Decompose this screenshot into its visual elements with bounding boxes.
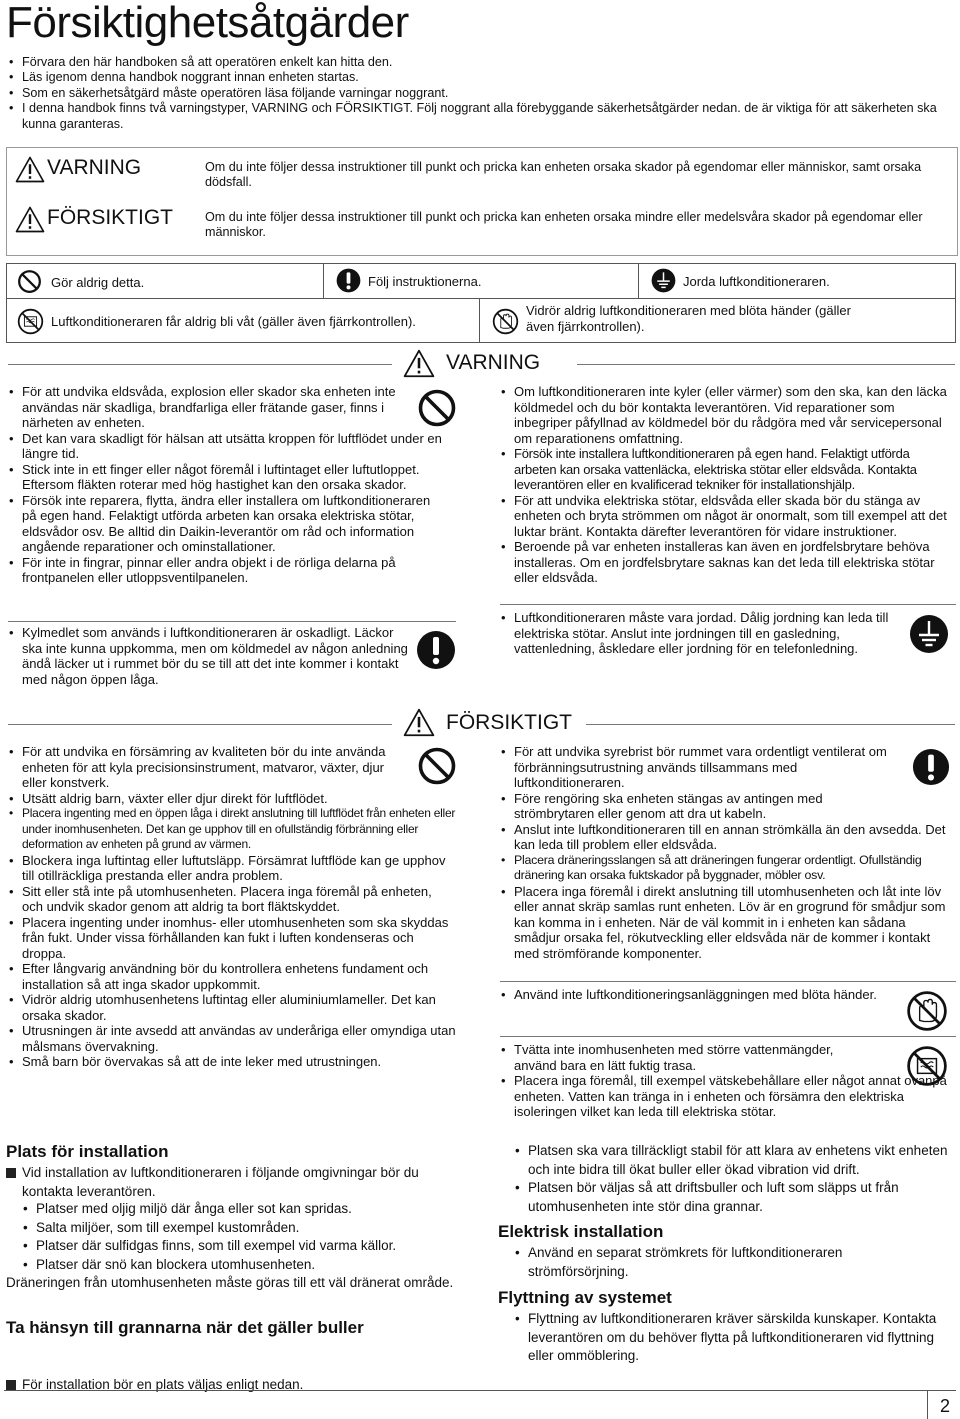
intro-item: • I denna handbok finns två varningstyper, VARNING och FÖRSIKTIGT. Följ noggrant alla förebyggande säkerhetsåtgärder nedan. de är viktiga för att säkerheten ska kunna garanteras.: [8, 101, 956, 132]
varning-description: Om du inte följer dessa instruktioner till punkt och pricka kan enheten orsaka skador på egendomar eller människor, samt orsaka dödsfall.: [205, 160, 922, 190]
list-item: • Anslut inte luftkonditioneraren till en annan strömkälla än den avsedda. Det kan leda till problem eller eldsvåda.: [500, 822, 952, 853]
varning-label: VARNING: [47, 156, 142, 179]
intro-item: • Läs igenom denna handbok noggrant innan enheten startas.: [8, 70, 956, 85]
list-item: • Om luftkonditioneraren inte kyler (eller värmer) som den ska, kan den läcka köldmedel och du bör kontakta leverantören. Vid reparationer som inbegriper påfyllnad av köldmedel bör du rådgöra med vår servicepersonal om reparationens omfattning.: [500, 384, 954, 446]
list-item: • Platser där sulfidgas finns, som till exempel vid varma källor.: [22, 1237, 462, 1256]
varning-left-list: [8, 384, 448, 586]
forsiktigt-label: FÖRSIKTIGT: [47, 206, 173, 229]
footer-rule: [4, 1390, 956, 1391]
mandatory-icon: [336, 268, 361, 293]
ground-icon: [909, 614, 949, 654]
section-rule: [8, 724, 392, 725]
divider: [8, 621, 456, 622]
forsiktigt-right-list-c: [500, 1042, 954, 1120]
list-item: • Använd inte luftkonditioneringsanläggningen med blöta händer.: [500, 987, 890, 1003]
list-item: • Flyttning av luftkonditioneraren kräver särskilda kunskaper. Kontakta leverantören om du behöver flytta på luftkonditioneraren vid flyttning eller ommöblering.: [514, 1310, 954, 1366]
mandatory-icon: [912, 748, 950, 786]
installation-places: [22, 1200, 462, 1274]
footer-divider: [927, 1390, 928, 1419]
page-title: Försiktighetsåtgärder: [6, 0, 409, 47]
no-wet-hands-icon: [906, 990, 948, 1032]
varning-heading: VARNING: [446, 351, 541, 374]
warning-triangle-icon: [403, 708, 435, 737]
electric-title: Elektrisk installation: [498, 1222, 664, 1241]
move-title: Flyttning av systemet: [498, 1288, 672, 1307]
legend-cell: [6, 263, 324, 299]
list-item: • Använd en separat strömkrets för luftkonditioneraren strömförsörjning.: [514, 1244, 844, 1281]
installation-title: Plats för installation: [6, 1142, 169, 1161]
list-item: • Placera dräneringsslangen så att dräneringen fungerar ordentligt. Ofullständig dränering kan orsaka fuktskador på byggnader, möbler osv.: [500, 853, 952, 884]
forsiktigt-heading: FÖRSIKTIGT: [446, 711, 572, 734]
list-item: • Placera inga föremål, till exempel vätskebehållare eller något annat ovanpå enheten. Vatten kan tränga in i enheten och försämra den elektriska isoleringen vilket kan leda till elektriska stötar.: [500, 1073, 954, 1120]
installation-intro: Vid installation av luftkonditioneraren i följande omgivningar bör du kontakta leverantören.: [6, 1164, 472, 1201]
legend-cell: [638, 263, 956, 299]
legend-cell: [479, 298, 956, 343]
list-item: • Före rengöring ska enheten stängas av antingen med strömbrytaren eller genom att dra ut kabeln.: [500, 791, 952, 822]
varning-right-list-b: [500, 610, 890, 657]
list-item: • Efter långvarig användning bör du kontrollera enhetens fundament och installation så att inga skador uppkommit.: [8, 961, 456, 992]
intro-item: • Som en säkerhetsåtgärd måste operatören läsa följande varningar noggrant.: [8, 86, 956, 101]
list-item: • Placera ingenting under inomhus- eller utomhusenheten som ska skyddas från fukt. Under vissa förhållanden kan fukt i luften kondenseras och droppa.: [8, 915, 456, 962]
list-item: • Platser med oljig miljö där ånga eller sot kan spridas.: [22, 1200, 462, 1219]
list-item: • Kylmedlet som används i luftkonditioneraren är oskadligt. Läckor ska inte kunna uppkomma, men om köldmedel av någon anledning ändå läcker ut i rummet bör du se till att det inte kommer i kontakt med någon öppen låga.: [8, 625, 413, 687]
list-item: • Tvätta inte inomhusenheten med större vattenmängder, använd bara en lätt fuktig trasa.: [500, 1042, 954, 1073]
list-item: • Stick inte in ett finger eller något föremål i luftintaget eller luftutloppet. Eftersom fläkten roterar med hög hastighet kan den orsaka skador.: [8, 462, 448, 493]
ground-icon: [651, 268, 676, 293]
list-item: • För att undvika elektriska stötar, eldsvåda eller skada bör du stänga av enheten och bryta strömmen om något är onormalt, som till exempel att det luktar bränt. Kontakta därefter leverantören för vidare instruktioner.: [500, 493, 954, 540]
divider: [500, 604, 956, 605]
move-list: [514, 1310, 954, 1366]
warning-definitions-box: [6, 147, 958, 256]
section-rule: [577, 364, 955, 365]
list-item: • Försök inte reparera, flytta, ändra eller installera om luftkonditioneraren på egen hand. Felaktigt utförda arbeten kan orsaka elektriska stötar, eldsvådor osv. Be alltid din Daikin-leverantör om råd och information angående reparationer och ominstallationer.: [8, 493, 448, 555]
list-item: • Blockera inga luftintag eller luftutsläpp. Försämrat luftflöde kan ge upphov till otillräckliga prestanda eller andra problem.: [8, 853, 456, 884]
legend-ground-text: Jorda luftkonditioneraren.: [683, 274, 830, 289]
list-item: • Utsätt aldrig barn, växter eller djur direkt för luftflödet.: [8, 791, 456, 807]
page-number: 2: [940, 1396, 951, 1416]
no-water-icon: [17, 308, 44, 335]
intro-item: • Förvara den här handboken så att operatören enkelt kan hitta den.: [8, 55, 956, 70]
list-item: • För att undvika en försämring av kvaliteten bör du inte använda enheten för att kyla precisionsinstrument, matvaror, växter, djur eller konstverk.: [8, 744, 456, 791]
list-item: • Sitt eller stå inte på utomhusenheten. Placera inga föremål på enheten, och undvik skador genom att aldrig ta bort fläktskyddet.: [8, 884, 456, 915]
symbol-legend: [6, 263, 956, 343]
neighbors-title: Ta hänsyn till grannarna när det gäller buller: [6, 1318, 364, 1337]
varning-left-list-b: [8, 625, 413, 687]
list-item: • Platser där snö kan blockera utomhusenheten.: [22, 1256, 462, 1275]
section-rule: [8, 364, 392, 365]
prohibited-icon: [17, 269, 42, 294]
list-item: • Placera ingenting med en öppen låga i direkt anslutning till luftflödet från enheten eller under inomhusenheten. Det kan ge upphov till en ofullständig förbränning eller deformation av enheten på grund av värmen.: [8, 806, 456, 853]
neighbors-text: För installation bör en plats väljas enligt nedan.: [6, 1376, 472, 1395]
list-item: • För inte in fingrar, pinnar eller andra objekt i de rörliga delarna på frontpanelen eller utloppsventilpanelen.: [8, 555, 448, 586]
legend-never-text: Gör aldrig detta.: [51, 275, 145, 290]
list-item: • Salta miljöer, som till exempel kustområden.: [22, 1219, 462, 1238]
forsiktigt-right-list: [500, 744, 952, 961]
legend-follow-text: Följ instruktionerna.: [368, 274, 482, 289]
warning-triangle-icon: [403, 349, 435, 378]
legend-no-wet-hands-text: Vidrör aldrig luftkonditioneraren med blöta händer (gäller även fjärrkontrollen).: [526, 303, 851, 334]
prohibited-icon: [417, 746, 457, 786]
legend-no-wet-text: Luftkonditioneraren får aldrig bli våt (gäller även fjärrkontrollen).: [51, 314, 416, 329]
forsiktigt-description: Om du inte följer dessa instruktioner till punkt och pricka kan enheten orsaka mindre eller medelsvåra skador på egendomar eller människor.: [205, 210, 923, 240]
intro-list: [8, 55, 956, 132]
list-item: • Vidrör aldrig utomhusenhetens luftintag eller aluminiumlameller. Det kan orsaka skador.: [8, 992, 456, 1023]
list-item: • Luftkonditioneraren måste vara jordad. Dålig jordning kan leda till elektriska stötar. Anslut inte jordningen till en gasledning, vattenledning, åskledare eller jordning för en telefonledning.: [500, 610, 890, 657]
list-item: • Platsen bör väljas så att driftsbuller och luft som släpps ut från utomhusenheten inte stör dina grannar.: [514, 1179, 954, 1216]
warning-triangle-icon: [15, 206, 45, 233]
list-item: • Det kan vara skadligt för hälsan att utsätta kroppen för luftflödet under en längre tid.: [8, 431, 448, 462]
list-item: • För att undvika eldsvåda, explosion eller skador ska enheten inte användas när skadliga, brandfarliga eller frätande gaser, finns i närheten av enheten.: [8, 384, 448, 431]
mandatory-icon: [416, 630, 456, 670]
drain-note: Dräneringen från utomhusenheten måste göras till ett väl dränerat område.: [6, 1275, 454, 1290]
no-wet-hands-icon: [492, 308, 519, 335]
legend-cell: [323, 263, 639, 299]
installation-right-list: [514, 1142, 954, 1216]
varning-right-list: [500, 384, 954, 586]
electric-list: [514, 1244, 844, 1281]
forsiktigt-right-list-b: [500, 987, 890, 1003]
list-item: • Placera inga föremål i direkt anslutning till utomhusenheten och låt inte löv eller annat skräp samlas runt enheten. Löv är en grogrund för smådjur som kan komma in i enheten. När de väl kommit in i enheten kan sådana smådjur orsaka fel, rökutveckling eller eldsvåda när de kommer i kontakt med strömförande komponenter.: [500, 884, 952, 962]
no-water-icon: [906, 1045, 948, 1087]
list-item: • Försök inte installera luftkonditioneraren på egen hand. Felaktigt utförda arbeten kan orsaka vattenläcka, elektriska stötar eller eldsvåda. Kontakta leverantören eller en kvalificerad tekniker för installationshjälp.: [500, 446, 954, 493]
warning-triangle-icon: [15, 156, 45, 183]
list-item: • Utrusningen är inte avsedd att användas av underåriga eller omyndiga utan målsmans övervakning.: [8, 1023, 456, 1054]
prohibited-icon: [417, 388, 457, 428]
legend-cell: [6, 298, 480, 343]
list-item: • Små barn bör övervakas så att de inte leker med utrustningen.: [8, 1054, 456, 1070]
section-rule: [586, 724, 955, 725]
list-item: • För att undvika syrebrist bör rummet vara ordentligt ventilerat om förbränningsutrustning används tillsammans med luftkonditioneraren.: [500, 744, 952, 791]
divider: [500, 1036, 956, 1037]
list-item: • Platsen ska vara tillräckligt stabil för att klara av enhetens vikt enheten och inte bidra till ökat buller eller ökad vibration vid drift.: [514, 1142, 954, 1179]
divider: [500, 981, 956, 982]
list-item: • Beroende på var enheten installeras kan även en jordfelsbrytare behöva installeras. Om en jordfelsbrytare saknas kan det leda till elektriska stötar eller eldsvåda.: [500, 539, 954, 586]
forsiktigt-left-list: [8, 744, 456, 1070]
